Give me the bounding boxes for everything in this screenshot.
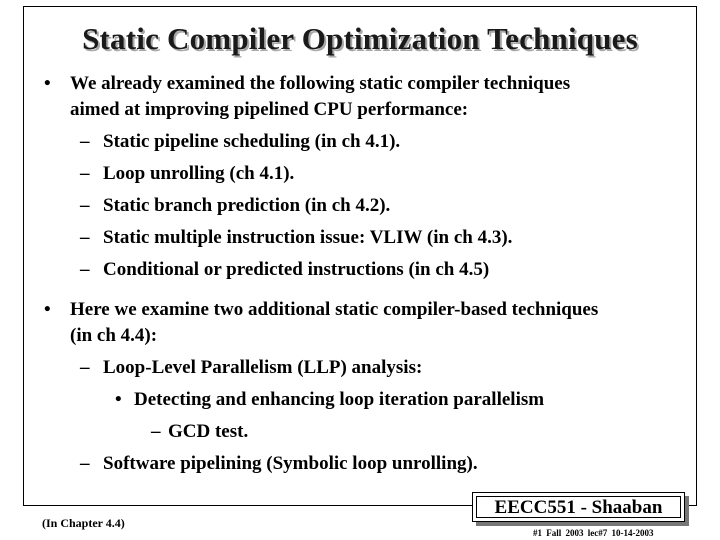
bullet-line: Static pipeline scheduling (in ch 4.1).	[103, 131, 401, 152]
bullet-marker: –	[151, 421, 161, 442]
bullet-marker: •	[115, 389, 122, 410]
bullet-line: Conditional or predicted instructions (in ch 4.5)	[103, 259, 490, 280]
bullet-marker: –	[80, 195, 90, 216]
slide-title: Static Compiler Optimization Techniques	[82, 21, 638, 56]
bullet-marker: –	[80, 227, 90, 248]
bullet-line: Detecting and enhancing loop iteration parallelism	[134, 389, 545, 410]
bullet-marker: –	[80, 163, 90, 184]
bullet-line: (in ch 4.4):	[70, 325, 158, 346]
bullet-line: Software pipelining (Symbolic loop unrolling).	[103, 453, 478, 474]
bullet-line: Here we examine two additional static compiler-based techniques	[70, 299, 599, 320]
course-badge-label: EECC551 - Shaaban	[476, 496, 681, 518]
bullet-marker: –	[80, 131, 90, 152]
bullet-marker: •	[44, 73, 51, 94]
bullet-line: We already examined the following static compiler techniques	[70, 73, 571, 94]
bullet-line: GCD test.	[168, 421, 249, 442]
bullet-line: Static multiple instruction issue: VLIW (in ch 4.3).	[103, 227, 513, 248]
bullet-line: Loop unrolling (ch 4.1).	[103, 163, 295, 184]
bullet-line: Loop-Level Parallelism (LLP) analysis:	[103, 357, 423, 378]
chapter-note: (In Chapter 4.4)	[42, 516, 125, 530]
course-badge	[472, 492, 685, 522]
bullet-marker: –	[80, 259, 90, 280]
lecture-info: #1 Fall 2003 lec#7 10-14-2003	[533, 528, 654, 538]
bullet-line: Static branch prediction (in ch 4.2).	[103, 195, 391, 216]
bullet-marker: •	[44, 299, 51, 320]
bullet-marker: –	[80, 357, 90, 378]
bullet-line: aimed at improving pipelined CPU performance:	[70, 99, 469, 120]
bullet-marker: –	[80, 453, 90, 474]
